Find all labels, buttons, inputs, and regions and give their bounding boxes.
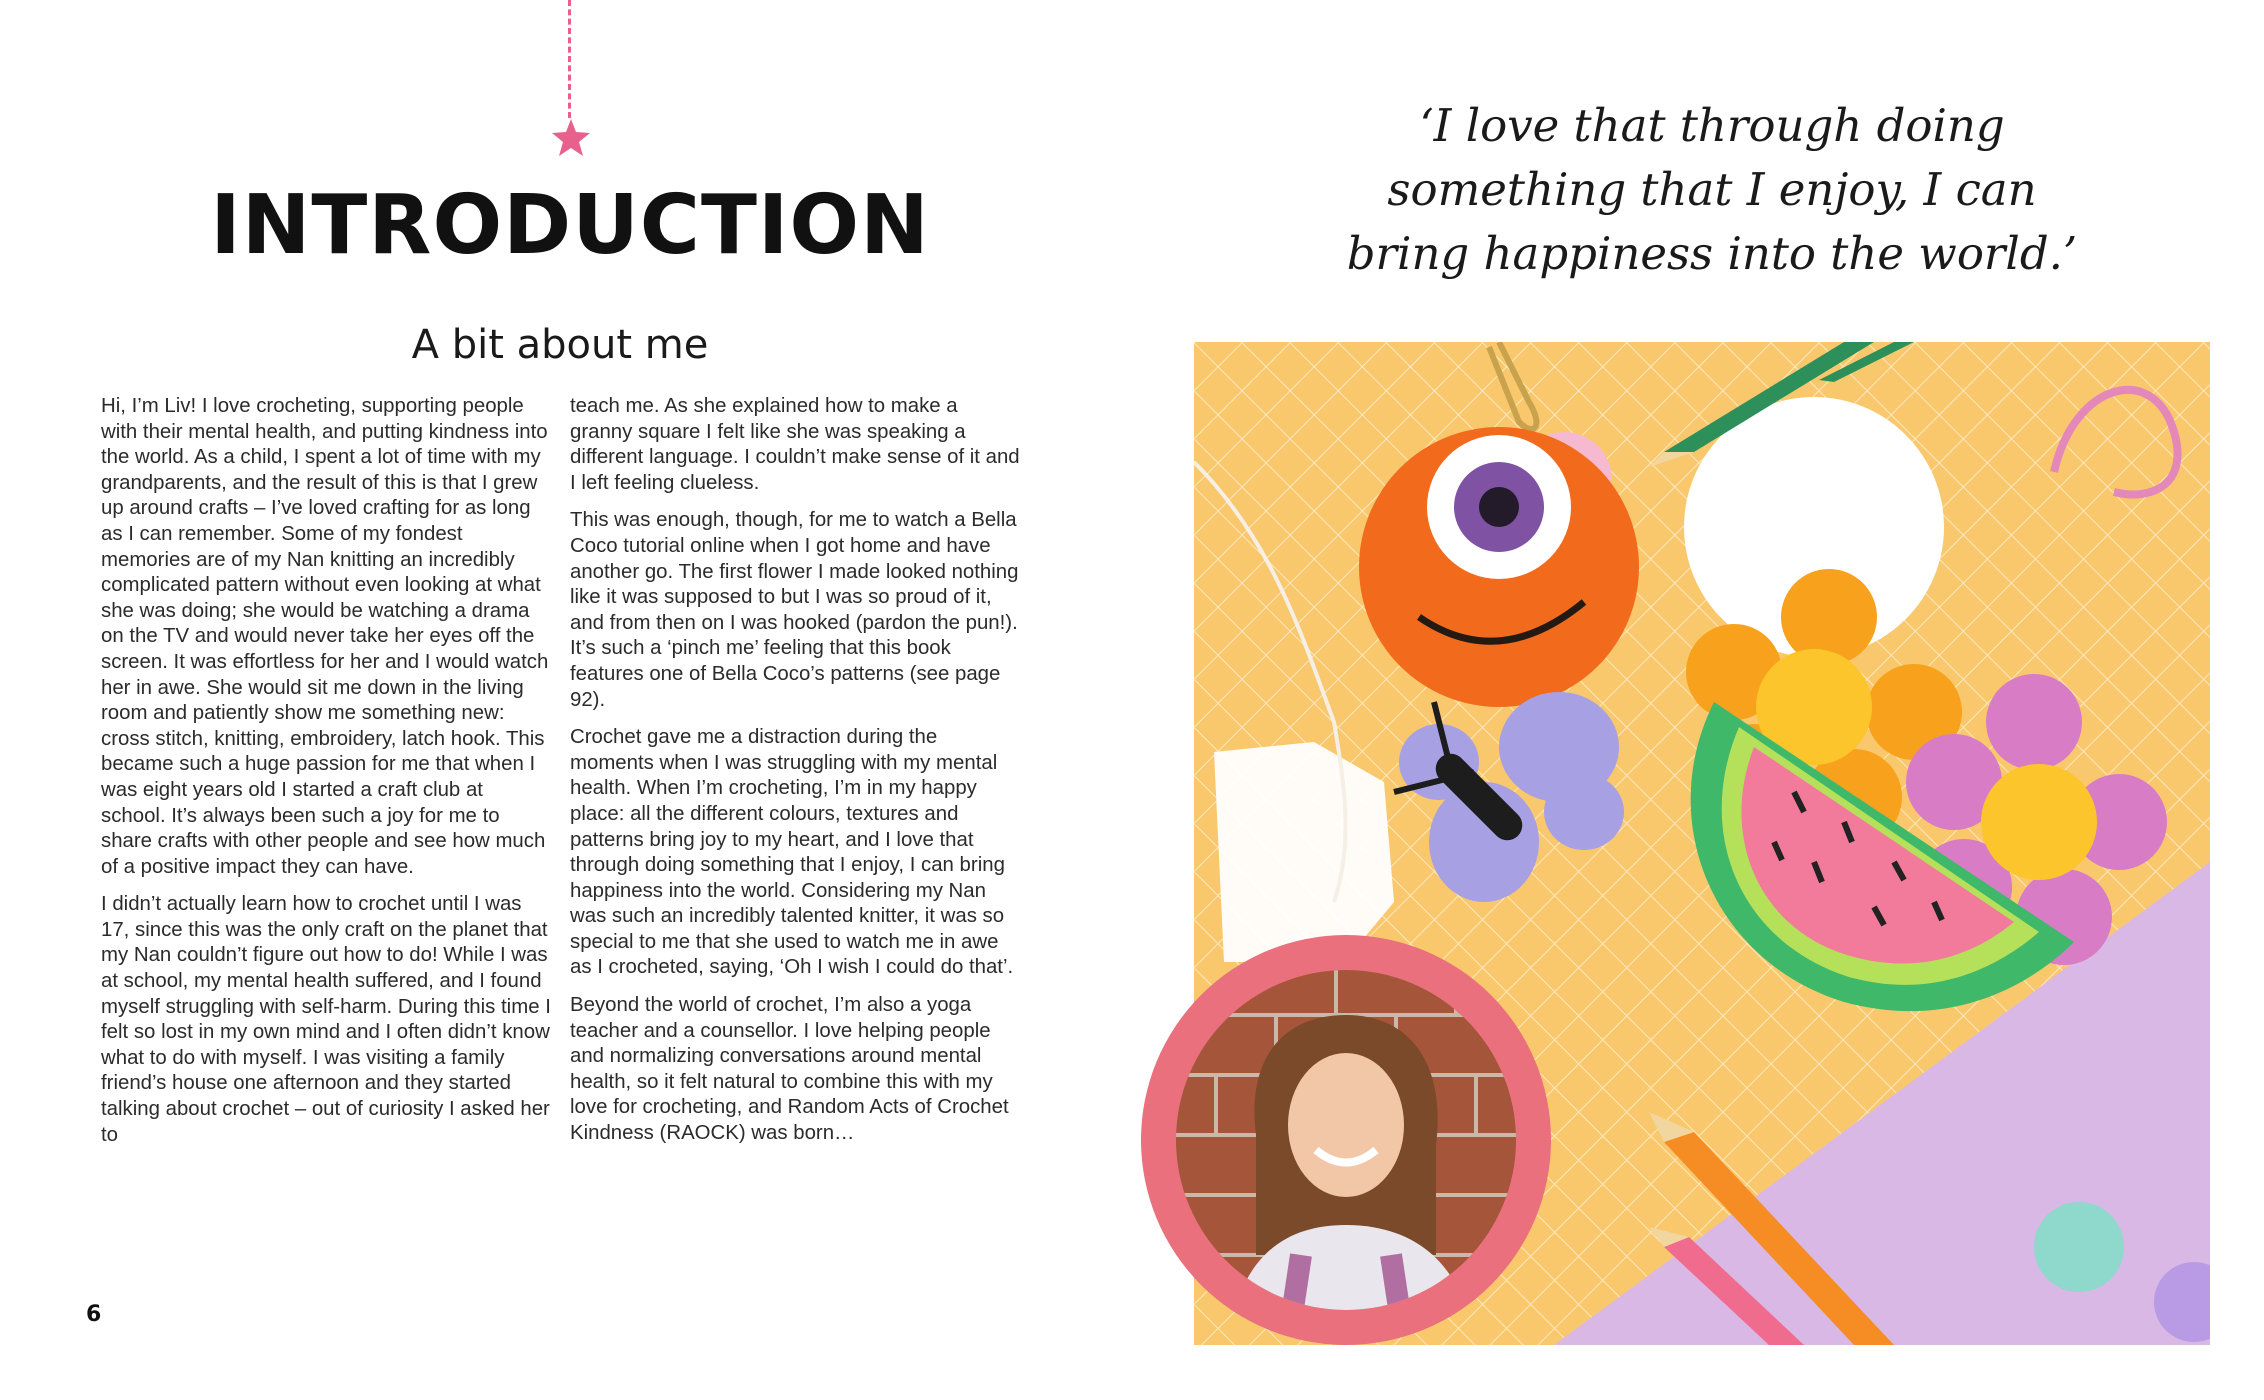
monster-motif xyxy=(1359,427,1639,707)
paragraph: teach me. As she explained how to make a granny square I felt like she was speaking a different language. I couldn’t make sense of it and I left feeling clueless. xyxy=(570,395,1020,494)
author-portrait xyxy=(1136,925,1552,1355)
paragraph: Beyond the world of crochet, I’m also a yoga teacher and a counsellor. I love helping people and normalizing conversations around mental health, so it felt natural to combine this with my love for crocheting, and Random Acts of Crochet Kindness (RAOCK) was born… xyxy=(570,994,1009,1145)
dashed-hanging-line xyxy=(568,0,571,118)
paragraph: I didn’t actually learn how to crochet until I was 17, since this was the only craft on the planet that my Nan couldn’t figure out how to do! While I was at school, my mental health suffered, and I found myself struggling with self-harm. During this time I felt so lost in my own mind and I often didn’t know what to do with myself. I was visiting a family friend’s house one afternoon and they started talking about crochet – out of curiosity I asked her to xyxy=(101,893,551,1146)
teal-pompom xyxy=(2034,1202,2124,1292)
paragraph: Crochet gave me a distraction during the moments when I was struggling with my mental health. When I’m crocheting, I’m in my happy place: all the different colours, textures and patterns bring joy to my heart, and I love that through doing something that I enjoy, I can bring happiness into the world. Considering my Nan was such an incredibly talented knitter, it was so special to me that she used to watch me in awe as I crocheted, saying, ‘Oh I wish I could do that’. xyxy=(570,726,1014,979)
page-number: 6 xyxy=(86,1302,102,1327)
pull-quote: ‘I love that through doing something that I enjoy, I can bring happiness into the world.’ xyxy=(1346,99,2078,280)
text-column-1 xyxy=(101,394,551,1160)
section-subtitle: A bit about me xyxy=(411,322,709,368)
text-column-2 xyxy=(570,394,1020,1159)
page-title: INTRODUCTION xyxy=(210,178,930,273)
paragraph: This was enough, though, for me to watch a Bella Coco tutorial online when I got home and have another go. The first flower I made looked nothing like it was supposed to but I was so proud of it, and from then on I was hooked (pardon the pun!). It’s such a ‘pinch me’ feeling that this book features one of Bella Coco’s patterns (see page 92). xyxy=(570,509,1019,711)
star-icon xyxy=(551,118,591,158)
paragraph: Hi, I’m Liv! I love crocheting, supporting people with their mental health, and putting kindness into the world. As a child, I spent a lot of time with my grandparents, and the result of this is that I grew up around crafts – I’ve loved crafting for as long as I can remember. Some of my fondest memories are of my Nan knitting an incredibly complicated pattern without even looking at what she was doing; she would be watching a drama on the TV and would never take her eyes off the screen. It was effortless for her and I would watch her in awe. She would sit me down in the living room and patiently show me something new: cross stitch, knitting, embroidery, latch hook. This became such a huge passion for me that when I was eight years old I started a craft club at school. It’s always been such a joy for me to share crafts with other people and see how much of a positive impact they can have. xyxy=(101,395,549,878)
